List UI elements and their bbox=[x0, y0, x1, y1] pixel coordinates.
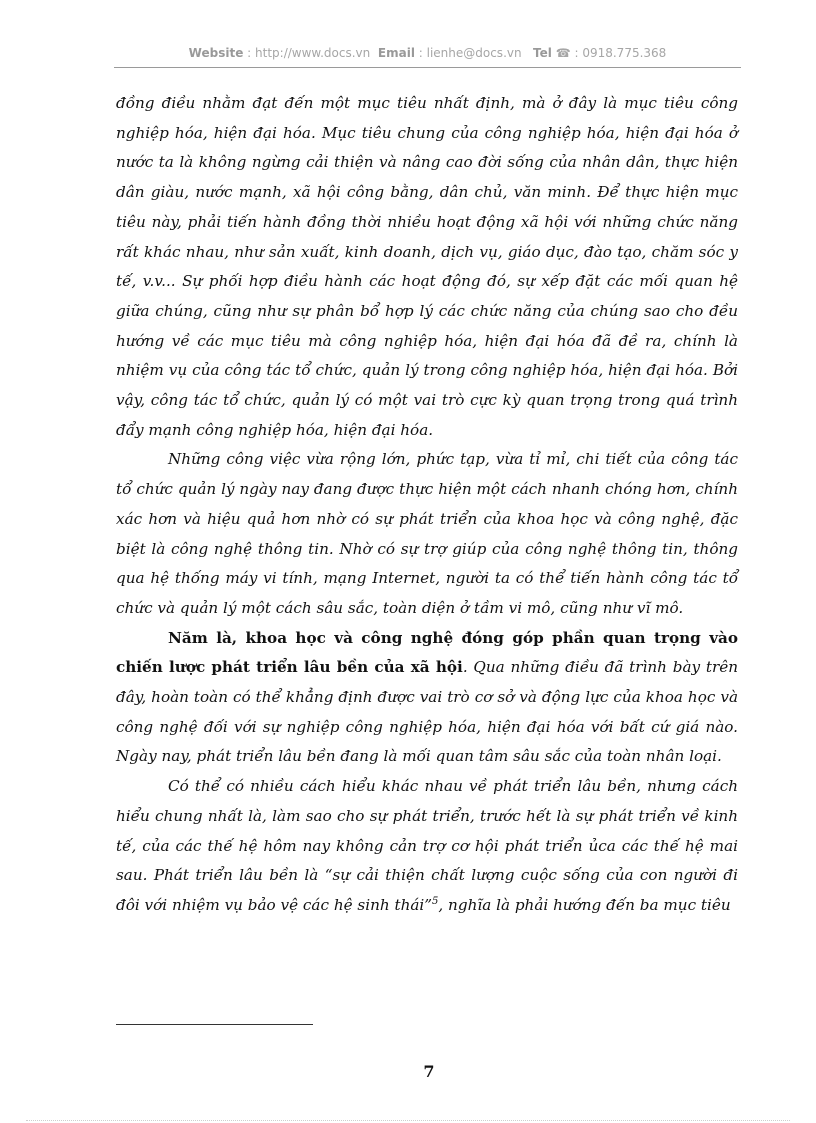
footnote-divider bbox=[116, 1024, 313, 1025]
paragraph-4 bbox=[116, 772, 738, 921]
body-text bbox=[116, 89, 738, 921]
header-divider bbox=[114, 67, 741, 68]
phone-icon: ☎ : bbox=[551, 46, 583, 60]
page-number: 7 bbox=[423, 1062, 435, 1081]
paragraph-3-bold: khoa học và công nghệ đóng góp phần quan trọng vào chiến lược phát triển lâu bền của xã hội bbox=[116, 628, 738, 677]
email-label: Email bbox=[377, 46, 415, 60]
website-label: Website bbox=[188, 46, 244, 60]
paragraph-3-lead: Năm là, bbox=[168, 628, 238, 647]
website-value[interactable]: http://www.docs.vn bbox=[255, 46, 371, 60]
paragraph-1: đồng điều nhằm đạt đến một mục tiêu nhất định, mà ở đây là mục tiêu công nghiệp hóa, hiện đại hóa. Mục tiêu chung của công nghiệp hóa, hiện đại hóa ở nước ta là không ngừng cải thiện và nâng cao đời sống của nhân dân, thực hiện dân giàu, nước mạnh, xã hội công bằng, dân chủ, văn minh. Để thực hiện mục tiêu này, phải tiến hành đồng thời nhiều hoạt động xã hội với những chức năng rất khác nhau, như sản xuất, kinh doanh, dịch vụ, giáo dục, đào tạo, chăm sóc y tế, v.v... Sự phối hợp điều hành các hoạt động đó, sự xếp đặt các mối quan hệ giữa chúng, cũng như sự phân bổ hợp lý các chức năng của chúng sao cho đều hướng về các mục tiêu mà công nghiệp hóa, hiện đại hóa đã đề ra, chính là nhiệm vụ của công tác tổ chức, quản lý trong công nghiệp hóa, hiện đại hóa. Bởi vậy, công tác tổ chức, quản lý có một vai trò cực kỳ quan trọng trong quá trình đẩy mạnh công nghiệp hóa, hiện đại hóa. bbox=[116, 94, 738, 439]
tel-value: 0918.775.368 bbox=[582, 46, 667, 60]
paragraph-2: Những công việc vừa rộng lớn, phức tạp, vừa tỉ mỉ, chi tiết của công tác tổ chức quản lý ngày nay đang được thực hiện một cách nhanh chóng hơn, chính xác hơn và hiệu quả hơn nhờ có sự phát triển của khoa học và công nghệ, đặc biệt là công nghệ thông tin. Nhờ có sự trợ giúp của công nghệ thông tin, thông qua hệ thống máy vi tính, mạng Internet, người ta có thể tiến hành công tác tổ chức và quản lý một cách sâu sắc, toàn diện ở tầm vi mô, cũng như vĩ mô. bbox=[116, 450, 738, 617]
paragraph-4-text: Có thể có nhiều cách hiểu khác nhau về phát triển lâu bền, nhưng cách hiểu chung nhất là, làm sao cho sự phát triển, trước hết là sự phát triển về kinh tế, của các thế hệ hôm nay không cản trợ cơ hội phát triển ủca các thế hệ mai sau. Phát triển lâu bền là “sự cải thiện chất lượng cuộc sống của con người đi đôi với nhiệm vụ bảo vệ các hệ sinh thái” bbox=[116, 777, 738, 914]
page-header bbox=[114, 46, 741, 60]
paragraph-4-tail: , nghĩa là phải hướng đến ba mục tiêu bbox=[438, 895, 731, 914]
footnote-ref[interactable]: 5 bbox=[432, 895, 439, 907]
website-separator: : bbox=[243, 46, 256, 60]
tel-label: Tel bbox=[533, 46, 552, 60]
email-value[interactable]: lienhe@docs.vn bbox=[426, 46, 522, 60]
page-bottom-border bbox=[26, 1120, 790, 1121]
paragraph-3 bbox=[116, 624, 738, 773]
email-separator: : bbox=[414, 46, 427, 60]
paragraph-3-rest: . Qua những điều đã trình bày trên đây, hoàn toàn có thể khẳng định được vai trò cơ sở và động lực của khoa học và công nghệ đối với sự nghiệp công nghiệp hóa, hiện đại hóa với bất cứ giá nào. Ngày nay, phát triển lâu bền đang là mối quan tâm sâu sắc của toàn nhân loại. bbox=[116, 658, 738, 766]
